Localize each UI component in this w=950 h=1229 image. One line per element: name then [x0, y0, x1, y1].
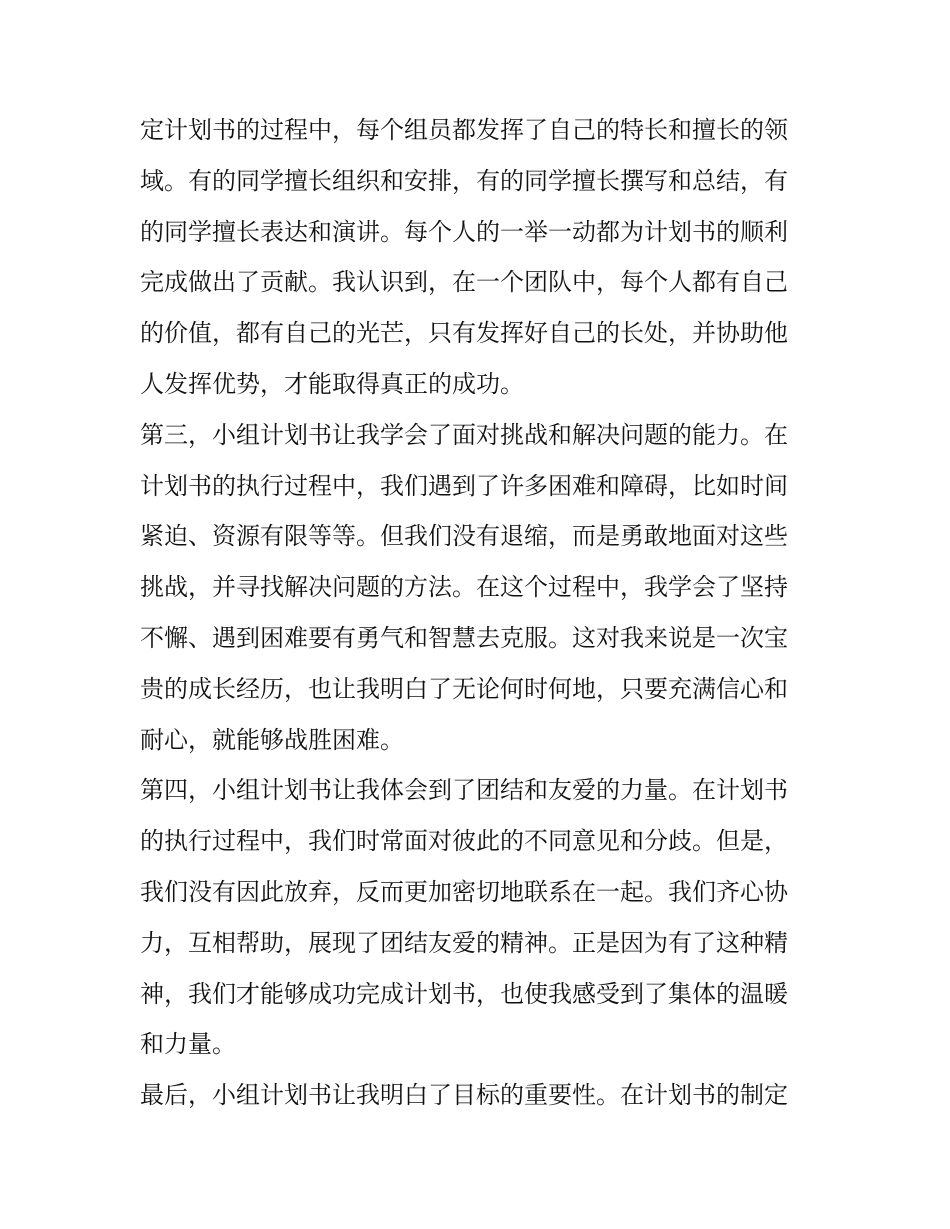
text-line: 力，互相帮助，展现了团结友爱的精神。正是因为有了这种精 — [140, 928, 788, 957]
text-line: 完成做出了贡献。我认识到，在一个团队中，每个人都有自己 — [140, 268, 788, 297]
text-line: 的同学擅长表达和演讲。每个人的一举一动都为计划书的顺利 — [140, 217, 788, 246]
text-line: 计划书的执行过程中，我们遇到了许多困难和障碍，比如时间 — [140, 471, 788, 500]
text-line: 定计划书的过程中，每个组员都发挥了自己的特长和擅长的领 — [140, 116, 788, 144]
text-line: 紧迫、资源有限等等。但我们没有退缩，而是勇敢地面对这些 — [140, 522, 788, 551]
text-line: 第三，小组计划书让我学会了面对挑战和解决问题的能力。在 — [140, 420, 788, 449]
text-line: 神，我们才能够成功完成计划书，也使我感受到了集体的温暖 — [140, 979, 788, 1008]
text-line: 和力量。 — [140, 1030, 236, 1059]
text-line: 的执行过程中，我们时常面对彼此的不同意见和分歧。但是， — [140, 827, 788, 856]
text-line: 人发挥优势，才能取得真正的成功。 — [140, 369, 524, 398]
text-line: 不懈、遇到困难要有勇气和智慧去克服。这对我来说是一次宝 — [140, 623, 788, 652]
text-line: 挑战，并寻找解决问题的方法。在这个过程中，我学会了坚持 — [140, 573, 788, 602]
text-line: 耐心，就能够战胜困难。 — [140, 725, 404, 754]
text-line: 域。有的同学擅长组织和安排，有的同学擅长撰写和总结，有 — [140, 166, 788, 195]
body-text — [140, 105, 820, 1121]
text-line: 我们没有因此放弃，反而更加密切地联系在一起。我们齐心协 — [140, 877, 788, 906]
text-line: 第四，小组计划书让我体会到了团结和友爱的力量。在计划书 — [140, 776, 788, 805]
text-line: 最后，小组计划书让我明白了目标的重要性。在计划书的制定 — [140, 1081, 788, 1110]
text-line: 贵的成长经历，也让我明白了无论何时何地，只要充满信心和 — [140, 674, 788, 703]
text-line: 的价值，都有自己的光芒，只有发挥好自己的长处，并协助他 — [140, 319, 788, 348]
